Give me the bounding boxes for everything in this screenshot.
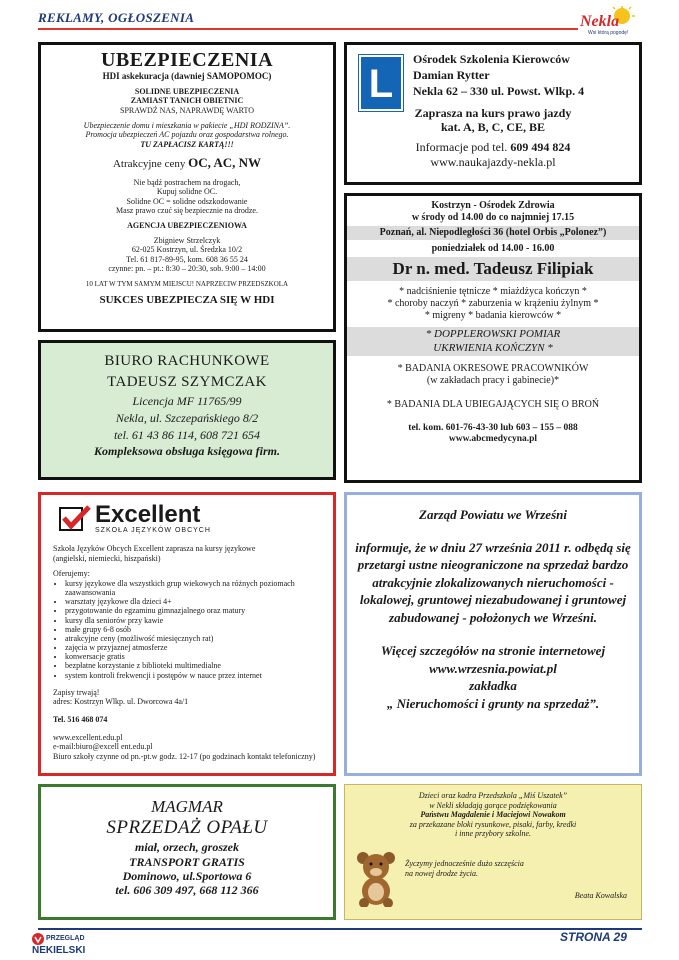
exc-offer-label: Oferujemy: — [53, 569, 90, 579]
med-l3: Poznań, al. Niepodległości 36 (hotel Orbis „Polonez”) — [379, 227, 607, 238]
logo-text: Nekla — [580, 13, 620, 30]
med-d1: * DOPPLEROWSKI POMIAR — [425, 328, 561, 341]
exc-address: adres: Kostrzyn Wlkp. ul. Dworcowa 4a/1 — [53, 697, 189, 707]
exc-tel: Tel. 516 468 074 — [53, 715, 108, 725]
magmar-l6: tel. 606 309 497, 668 112 366 — [115, 883, 259, 898]
thanks-l4: za przekazane bloki rysunkowe, pisaki, farby, kredki — [409, 819, 577, 829]
teddy-bear-icon — [353, 849, 399, 909]
accounting-ad — [38, 340, 336, 480]
drv-info — [355, 140, 631, 154]
ins-name: Zbigniew Strzelczyk — [153, 235, 221, 245]
magmar-l4: TRANSPORT GRATIS — [129, 854, 245, 869]
county-board-notice — [344, 492, 642, 776]
exc-intro2: (angielski, niemiecki, hiszpański) — [53, 553, 161, 563]
section-title: REKLAMY, OGŁOSZENIA — [38, 10, 195, 25]
magmar-l5: Dominowo, ul.Sportowa 6 — [122, 868, 252, 883]
drv-c1: Zapraszа na kurs prawo jazdy — [414, 105, 572, 120]
ins-p3: TU ZAPŁACISZ KARTĄ!!! — [140, 139, 234, 149]
thanks-l6: Życzymy jednocześnie dużo szczęścia — [405, 859, 524, 868]
list-item: • warsztaty językowe dla dzieci 4+ — [65, 597, 321, 606]
footer-rule — [38, 928, 642, 930]
med-l4: poniedziałek od 14.00 - 16.00 — [431, 243, 555, 254]
insurance-title: UBEZPIECZENIA — [100, 49, 274, 71]
ins-p2: Promocja ubezpieczeń AC pojazdu oraz gospodarstwa rolnego. — [85, 130, 289, 140]
zarzad-title: Zarząd Powiatu we Wrześni — [419, 507, 567, 522]
ins-phone: Tel. 61 817-89-95, kom. 608 36 55 24 — [126, 254, 248, 264]
list-item: • zajęcia w przyjaznej atmosferze — [65, 643, 321, 652]
list-item: • kursy dla seniorów przy kawie — [65, 616, 321, 625]
acc-l3: Licencja MF 11765/99 — [132, 394, 242, 408]
zarzad-more: Więcej szczegółów na stronie internetowej — [380, 643, 606, 659]
insurance-ad — [38, 42, 336, 332]
ins-q2: Kupuj solidne OC. — [156, 187, 218, 197]
logo-tagline: Wsi którą pogodę! — [588, 30, 629, 36]
przeglad-nekielski-logo — [30, 928, 92, 956]
exc-email: e-mail:biuro@excell ent.edu.pl — [53, 742, 153, 752]
thanks-l2: w Nekli składają gorące podziękowania — [429, 800, 557, 810]
ins-q1: Nie bądź postrachem na drogach, — [133, 177, 241, 187]
excellent-school-ad — [38, 492, 336, 776]
list-item: • kursy językowe dla wszystkich grup wiekowych na różnych poziomach zaawansowania — [65, 579, 321, 597]
footer-logo1: PRZEGLĄD — [46, 935, 85, 942]
drv-l2: Damian Rytter — [413, 68, 490, 83]
excellent-brand-sub: SZKOŁA JĘZYKÓW OBCYCH — [95, 527, 211, 534]
acc-l1: BIURO RACHUNKOWE — [104, 353, 270, 369]
drv-info-phone: 609 494 824 — [510, 140, 571, 155]
exc-invite: Zapisy trwają! — [53, 687, 100, 697]
list-item: • atrakcyjne ceny (możliwość miesięcznych rat) — [65, 634, 321, 643]
ins-p1: Ubezpieczenie domu i mieszkania w pakiecie „HDI RODZINA”. — [83, 120, 291, 130]
zarzad-body: informuje, że w dniu 27 września 2011 r. odbędą się przetargi ustne nieograniczone na sprzedaż bardzo atrakcyjnie zlokalizowanych nieruchomości - lokalowej, gruntowej niezabudowanej i gruntowej zabudowanej - położonych we Wrześni. — [355, 539, 631, 625]
med-b2: (w zakładach pracy i gabinecie)* — [426, 374, 560, 386]
footer-logo2: NEKIELSKI — [32, 945, 86, 956]
exc-intro1: Szkoła Języków Obcych Excellent zaprasza na kursy językowe — [53, 544, 256, 553]
list-item: • konwersacje gratis — [65, 652, 321, 661]
drv-l3: Nekla 62 – 330 ul. Powst. Wlkp. 4 — [413, 84, 585, 99]
zarzad-web: www.wrzesnia.powiat.pl — [429, 660, 557, 676]
page-number: STRONA 29 — [560, 930, 627, 944]
acc-l6: Kompleksowa obsługa księgowa firm. — [93, 444, 281, 459]
driving-school-ad — [344, 42, 642, 185]
drv-c2: kat. A, B, C, CE, BE — [440, 119, 546, 134]
ins-q3: Solidne OC = solidne odszkodowanie — [126, 196, 248, 206]
ins-prices-value: OC, AC, NW — [188, 155, 262, 171]
ins-prices-label: Atrakcyjne ceny — [112, 158, 186, 171]
drv-info-label: Informacje pod tel. — [415, 140, 508, 155]
ins-l2: ZAMIAST TANICH OBIETNIC — [130, 96, 244, 106]
ins-years: 10 LAT W TYM SAMYM MIEJSCU! NAPRZECIW PRZEDSZKOLA — [85, 279, 289, 288]
header-rule — [38, 28, 578, 30]
med-b3: * BADANIA DLA UBIEGAJĄCYCH SIĘ O BROŃ — [386, 398, 600, 410]
list-item: • małe grupy 6-8 osób — [65, 625, 321, 634]
magmar-l2: SPRZEDAŻ OPAŁU — [106, 817, 268, 839]
ins-slogan: SUKCES UBEZPIECZA SIĘ W HDI — [99, 294, 275, 307]
checkmark-icon — [59, 505, 91, 533]
list-item: • bezpłatne korzystanie z biblioteki multimedialne — [65, 661, 321, 670]
exc-hours: Biuro szkoły czynne od pn.-pt.w godz. 12-17 (po godzinach kontakt telefoniczny) — [53, 751, 316, 761]
ins-address: 62-025 Kostrzyn, ul. Średzka 10/2 — [131, 245, 243, 255]
thanks-l1: Dzieci oraz kadra Przedszkola „Miś Uszatek” — [418, 791, 568, 800]
med-l2: w środy od 14.00 do co najmniej 17.15 — [411, 212, 575, 223]
excellent-brand: Excellent — [95, 501, 201, 528]
med-doctor: Dr n. med. Tadeusz Filipiak — [392, 259, 594, 278]
med-d2: UKRWIENIA KOŃCZYN * — [433, 341, 553, 354]
thanks-l7: na nowej drodze życia. — [405, 868, 479, 878]
med-s3: * migreny * badania kierowców * — [424, 310, 562, 322]
kindergarten-thanks — [344, 784, 642, 920]
med-tel: tel. kom. 601-76-43-30 lub 603 – 155 – 088 — [408, 422, 578, 433]
nekla-logo — [574, 6, 636, 36]
list-item: • system kontroli frekwencji i postępów w nauce przez internet — [65, 671, 321, 680]
med-s1: * nadciśnienie tętnicze * miażdżyca kończyn * — [399, 286, 587, 298]
medical-ad — [344, 193, 642, 483]
magmar-l3: miał, orzech, groszek — [134, 840, 239, 855]
thanks-l3: Państwu Magdalenie i Maciejowi Nowakom — [420, 810, 566, 820]
l-sign-icon: L — [359, 55, 403, 111]
thanks-l5: i inne przybory szkolne. — [455, 829, 531, 839]
acc-l5: tel. 61 43 86 114, 608 721 654 — [113, 427, 261, 442]
ins-l3: SPRAWDŹ NAS, NAPRAWDĘ WARTO — [120, 105, 254, 115]
ins-prices — [47, 155, 327, 171]
drv-web: www.naukajazdy-nekla.pl — [430, 154, 556, 169]
magmar-l1: MAGMAR — [151, 797, 223, 816]
med-l1: Kostrzyn - Ośrodek Zdrowia — [431, 200, 555, 211]
med-b1: * BADANIA OKRESOWE PRACOWNIKÓW — [397, 362, 589, 374]
insurance-subtitle: HDI askekuracja (dawniej SAMOPOMOC) — [102, 71, 272, 81]
exc-web: www.excellent.edu.pl — [53, 732, 123, 742]
magmar-ad — [38, 784, 336, 920]
drv-l1: Ośrodek Szkolenia Kierowców — [413, 52, 570, 66]
thanks-sign: Beata Kowalska — [574, 891, 627, 900]
ins-agency: AGENCJA UBEZPIECZENIOWA — [127, 220, 247, 230]
ins-l1: SOLIDNE UBEZPIECZENIA — [134, 86, 240, 96]
ins-hours: czynne: pn. – pt.: 8:30 – 20:30, sob. 9:00 – 14:00 — [108, 264, 266, 274]
zarzad-tab: „ Nieruchomości i grunty na sprzedaż”. — [386, 695, 600, 711]
med-web: www.abcmedycyna.pl — [448, 434, 538, 445]
ins-q4: Masz prawo czuć się bezpiecznie na drodze. — [116, 206, 258, 216]
acc-l2: TADEUSZ SZYMCZAK — [107, 374, 267, 390]
acc-l4: Nekla, ul. Szczepańskiego 8/2 — [115, 410, 259, 425]
zarzad-tab-label: zakładka — [469, 678, 517, 694]
exc-offer-list — [65, 579, 321, 680]
list-item: • przygotowanie do egzaminu gimnazjalnego oraz matury — [65, 606, 321, 615]
med-s2: * choroby naczyń * zaburzenia w krążeniu żylnym * — [387, 298, 599, 310]
